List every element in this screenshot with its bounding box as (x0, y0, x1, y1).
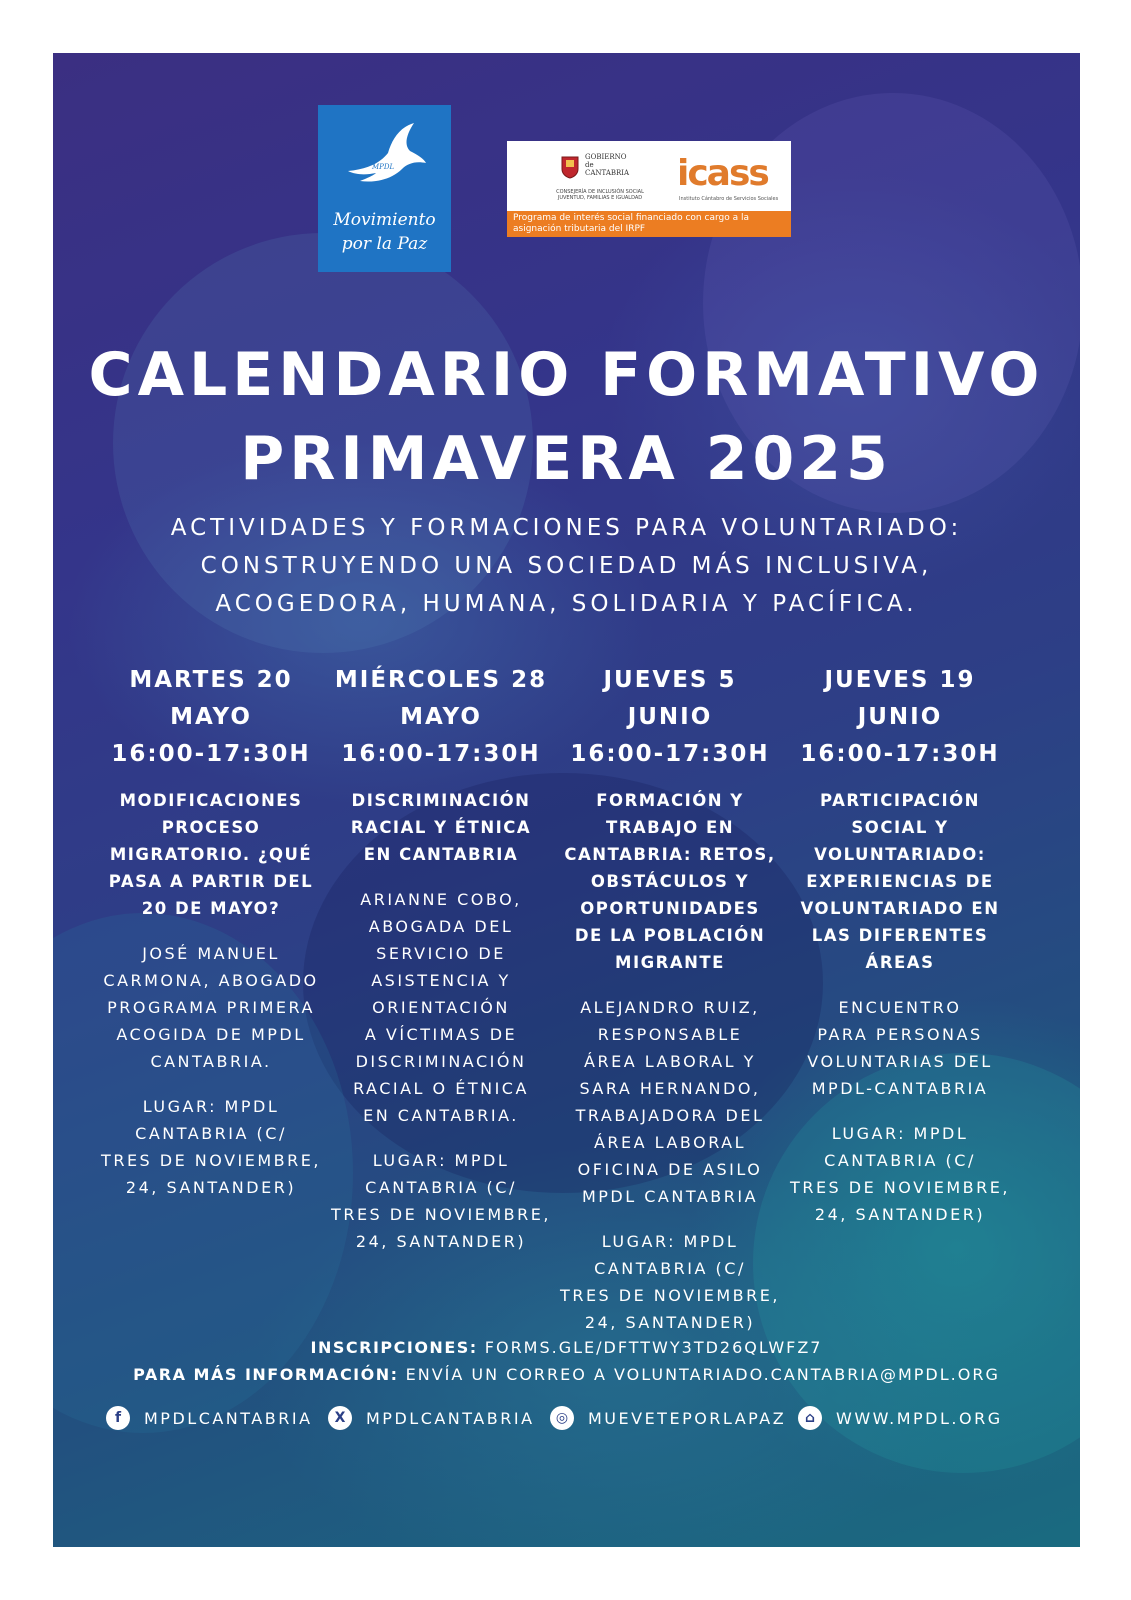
event-speaker-line: SARA HERNANDO, (579, 1079, 761, 1098)
event-speaker-line: A VÍCTIMAS DE (364, 1025, 518, 1044)
event-speaker-line: ACOGIDA DE MPDL (116, 1025, 306, 1044)
mpdl-brand-line1: Movimiento (333, 210, 436, 230)
event-date-line: MIÉRCOLES 28 (334, 667, 548, 693)
event-speaker-line: ENCUENTRO (838, 998, 962, 1017)
subtitle-line2: CONSTRUYENDO UNA SOCIEDAD MÁS INCLUSIVA, (200, 553, 933, 579)
social-instagram[interactable] (550, 1403, 786, 1433)
event-place-line: TRES DE NOVIEMBRE, (560, 1286, 780, 1305)
event-date-line: JUNIO (857, 704, 943, 730)
social-x-twitter[interactable] (328, 1403, 535, 1433)
website-link: WWW.MPDL.ORG (836, 1408, 1003, 1428)
event-topic-line: FORMACIÓN Y (596, 791, 744, 810)
event-place-line: 24, SANTANDER) (355, 1232, 527, 1251)
event-speaker-line: OFICINA DE ASILO (577, 1160, 763, 1179)
event-speaker-line: ÁREA LABORAL Y (584, 1052, 756, 1071)
event-topic-line: VOLUNTARIADO: (814, 845, 986, 864)
event-speaker-line: ORIENTACIÓN (372, 998, 510, 1017)
event-topic-line: PARTICIPACIÓN (820, 791, 980, 810)
title-line2: PRIMAVERA 2025 (240, 424, 893, 494)
mpdl-logo (318, 105, 451, 272)
event-speaker-line: VOLUNTARIAS DEL (807, 1052, 993, 1071)
event-speaker (326, 886, 556, 1129)
event-place-line: 24, SANTANDER) (125, 1178, 297, 1197)
consejeria-text: CONSEJERÍA DE INCLUSIÓN SOCIAL JUVENTUD, FAMILIAS E IGUALDAD (556, 189, 644, 201)
event-topic-line: OBSTÁCULOS Y (590, 872, 750, 891)
event-place-line: LUGAR: MPDL (831, 1124, 969, 1143)
event-date-line: 16:00-17:30H (111, 741, 311, 767)
event-speaker-line: PARA PERSONAS (817, 1025, 983, 1044)
event-place-line: LUGAR: MPDL (142, 1097, 280, 1116)
event-topic-line: SOCIAL Y (851, 818, 949, 837)
social-website[interactable] (798, 1403, 1003, 1433)
event-speaker-line: ARIANNE COBO, (360, 890, 522, 909)
event-topic-line: RACIAL Y ÉTNICA (350, 818, 532, 837)
event-topic-line: EN CANTABRIA (363, 845, 519, 864)
event-topic-line: LAS DIFERENTES (811, 926, 989, 945)
event-place-line: TRES DE NOVIEMBRE, (331, 1205, 551, 1224)
inscripciones-link[interactable]: FORMS.GLE/DFTTWY3TD26QLWFZ7 (484, 1338, 823, 1357)
event-date-line: MAYO (170, 704, 252, 730)
event-column (96, 662, 326, 1201)
event-column (555, 662, 785, 1336)
event-topic-line: EXPERIENCIAS DE (806, 872, 994, 891)
event-speaker-line: TRABAJADORA DEL (575, 1106, 765, 1125)
event-place-line: TRES DE NOVIEMBRE, (790, 1178, 1010, 1197)
contact-email[interactable]: ENVÍA UN CORREO A VOLUNTARIADO.CANTABRIA@MPDL.ORG (405, 1365, 1000, 1384)
event-place-line: 24, SANTANDER) (814, 1205, 986, 1224)
social-handle: MPDLCANTABRIA (144, 1408, 313, 1428)
event-place-line: TRES DE NOVIEMBRE, (101, 1151, 321, 1170)
event-topic (785, 787, 1015, 976)
instagram-icon: ◎ (550, 1406, 574, 1430)
event-date-line: MAYO (400, 704, 482, 730)
event-topic (96, 787, 326, 922)
event-date (785, 662, 1015, 773)
event-speaker-line: SERVICIO DE (376, 944, 506, 963)
event-speaker-line: ALEJANDRO RUIZ, (580, 998, 760, 1017)
event-speaker-line: RACIAL O ÉTNICA (353, 1079, 529, 1098)
event-date-line: JUNIO (627, 704, 713, 730)
home-icon: ⌂ (798, 1406, 822, 1430)
event-speaker (96, 940, 326, 1075)
icass-wordmark: icass (677, 153, 768, 194)
event-date-line: JUEVES 19 (824, 667, 976, 693)
event-speaker-line: DISCRIMINACIÓN (355, 1052, 527, 1071)
subtitle-line1: ACTIVIDADES Y FORMACIONES PARA VOLUNTARIADO: (170, 515, 963, 541)
poster (53, 53, 1080, 1547)
gobierno-text: GOBIERNO de CANTABRIA (585, 153, 630, 177)
event-place-line: CANTABRIA (C/ (365, 1178, 517, 1197)
event-topic-line: MODIFICACIONES (119, 791, 303, 810)
mas-informacion-label: PARA MÁS INFORMACIÓN: (133, 1365, 399, 1384)
event-place-line: LUGAR: MPDL (601, 1232, 739, 1251)
event-topic-line: MIGRANTE (615, 953, 725, 972)
mas-informacion-line (53, 1361, 1080, 1388)
irpf-band: Programa de interés social financiado con cargo a la asignación tributaria del IRPF (507, 211, 791, 237)
event-speaker-line: CARMONA, ABOGADO (103, 971, 319, 990)
event-column (785, 662, 1015, 1228)
event-speaker-line: CANTABRIA. (150, 1052, 272, 1071)
event-place-line: CANTABRIA (C/ (135, 1124, 287, 1143)
event-column (326, 662, 556, 1255)
event-speaker-line: MPDL CANTABRIA (581, 1187, 759, 1206)
event-speaker-line: ABOGADA DEL (368, 917, 514, 936)
event-topic-line: PASA A PARTIR DEL (108, 872, 314, 891)
event-date-line: JUEVES 5 (603, 667, 737, 693)
event-speaker-line: EN CANTABRIA. (363, 1106, 519, 1125)
event-speaker (555, 994, 785, 1210)
event-place-line: LUGAR: MPDL (372, 1151, 510, 1170)
event-place-line: CANTABRIA (C/ (594, 1259, 746, 1278)
event-topic-line: DISCRIMINACIÓN (351, 791, 531, 810)
icass-subtitle: Instituto Cántabro de Servicios Sociales (679, 196, 779, 202)
event-place (555, 1228, 785, 1336)
event-speaker-line: RESPONSABLE (597, 1025, 743, 1044)
event-topic (555, 787, 785, 976)
subtitle-line3: ACOGEDORA, HUMANA, SOLIDARIA Y PACÍFICA. (215, 591, 918, 617)
event-place-line: CANTABRIA (C/ (824, 1151, 976, 1170)
event-date (326, 662, 556, 773)
event-place (785, 1120, 1015, 1228)
social-handle: MUEVETEPORLAPAZ (588, 1408, 787, 1428)
event-date (555, 662, 785, 773)
event-date-line: 16:00-17:30H (341, 741, 541, 767)
facebook-icon: f (106, 1406, 130, 1430)
event-topic-line: VOLUNTARIADO EN (800, 899, 1000, 918)
event-topic-line: 20 DE MAYO? (141, 899, 281, 918)
event-place (326, 1147, 556, 1255)
event-topic (326, 787, 556, 868)
gobierno-icass-logo (507, 141, 791, 237)
event-topic-line: CANTABRIA: RETOS, (564, 845, 776, 864)
crest-icon (561, 155, 579, 179)
event-date (96, 662, 326, 773)
event-speaker-line: MPDL-CANTABRIA (811, 1079, 989, 1098)
event-topic-line: MIGRATORIO. ¿QUÉ (109, 845, 313, 864)
event-speaker-line: PROGRAMA PRIMERA (107, 998, 315, 1017)
event-speaker-line: ASISTENCIA Y (371, 971, 511, 990)
event-place (96, 1093, 326, 1201)
inscripciones-line (53, 1334, 1080, 1361)
event-topic-line: TRABAJO EN (605, 818, 735, 837)
title-line1: CALENDARIO FORMATIVO (88, 340, 1045, 410)
event-speaker-line: ÁREA LABORAL (593, 1133, 747, 1152)
event-topic-line: ÁREAS (865, 953, 935, 972)
event-topic-line: PROCESO (161, 818, 261, 837)
social-facebook[interactable] (106, 1403, 313, 1433)
x-twitter-icon: X (328, 1406, 352, 1430)
event-topic-line: OPORTUNIDADES (580, 899, 760, 918)
dove-icon (340, 119, 430, 199)
mpdl-mini-label: MPDL (372, 163, 395, 171)
mpdl-brand-line2: por la Paz (341, 234, 428, 254)
event-topic-line: DE LA POBLACIÓN (574, 926, 766, 945)
event-date-line: MARTES 20 (129, 667, 293, 693)
event-date-line: 16:00-17:30H (570, 741, 770, 767)
event-speaker (785, 994, 1015, 1102)
social-handle: MPDLCANTABRIA (366, 1408, 535, 1428)
event-date-line: 16:00-17:30H (800, 741, 1000, 767)
inscripciones-label: INSCRIPCIONES: (310, 1338, 478, 1357)
event-place-line: 24, SANTANDER) (584, 1313, 756, 1332)
event-speaker-line: JOSÉ MANUEL (142, 944, 280, 963)
